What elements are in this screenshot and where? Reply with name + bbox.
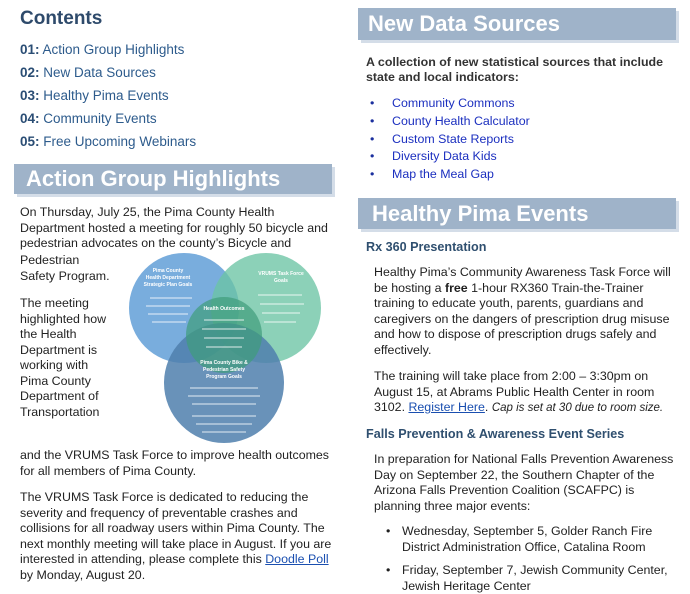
doodle-poll-link[interactable]: Doodle Poll — [265, 552, 329, 566]
list-item — [370, 131, 530, 149]
toc-item[interactable] — [20, 84, 196, 107]
list-item — [370, 95, 530, 113]
event-text: Friday, September 7, Jewish Community Center, Jewish Heritage Center — [402, 563, 668, 593]
venn-left-title-2: Health Department — [145, 275, 191, 281]
vrums-paragraph — [20, 490, 340, 583]
rx360-schedule: The training will take place from 2:00 – 3:30pm on August 15, at Abrams Public Health Center in room 3102. — [374, 369, 655, 414]
venn-left-title-1: Pima County — [152, 268, 184, 274]
action-group-narrow-text — [20, 253, 110, 432]
contents-title: Contents — [20, 8, 103, 29]
list-item — [370, 166, 530, 184]
toc-item[interactable] — [20, 130, 196, 153]
toc-label: Healthy Pima Events — [43, 88, 169, 103]
venn-bottom-title-3: Program Goals — [206, 374, 242, 380]
new-data-sources-banner: New Data Sources — [358, 8, 676, 40]
data-source-link[interactable]: Diversity Data Kids — [392, 149, 497, 164]
rx360-description — [374, 265, 674, 358]
toc-item[interactable] — [20, 61, 196, 84]
rx360-free: free — [444, 280, 468, 295]
data-source-link[interactable]: Map the Meal Gap — [392, 167, 494, 182]
new-data-intro: A collection of new statistical sources that include state and local indicators: — [366, 55, 663, 84]
vrums-deadline: by Monday, August 20. — [20, 567, 146, 582]
toc-number: 05: — [20, 134, 40, 149]
list-item — [370, 148, 530, 166]
venn-bottom-title-1: Pima County Bike & — [200, 360, 248, 366]
toc-item[interactable] — [20, 38, 196, 61]
toc-number: 04: — [20, 111, 40, 126]
bullet-icon: • — [370, 96, 375, 110]
bullet-icon: • — [370, 131, 375, 146]
narrow-paragraph-2: The meeting highlighted how the Health Department is working with Pima County Department of Transportation — [20, 296, 107, 419]
data-source-link[interactable]: Community Commons — [392, 96, 515, 110]
venn-right-title-1: VRUMS Task Force — [258, 271, 304, 277]
venn-left-title-3: Strategic Plan Goals — [143, 282, 193, 288]
falls-prevention-description: In preparation for National Falls Prevention Awareness Day on September 22, the Southern Chapter of the Arizona Falls Prevention Coalition (SCAFPC) is planning three major events: — [374, 452, 674, 513]
toc-label: Free Upcoming Webinars — [43, 134, 197, 149]
event-item — [386, 563, 678, 594]
rx360-heading: Rx 360 Presentation — [366, 240, 487, 254]
event-item — [386, 524, 678, 555]
toc-number: 02: — [20, 65, 40, 80]
action-group-continuation: and the VRUMS Task Force to improve health outcomes for all members of Pima County. — [20, 448, 329, 478]
action-group-banner: Action Group Highlights — [14, 164, 332, 194]
venn-right-title-2: Goals — [274, 278, 288, 284]
data-source-link[interactable]: County Health Calculator — [392, 113, 530, 128]
toc-number: 01: — [20, 42, 40, 57]
toc-item[interactable] — [20, 107, 196, 130]
room-cap-note: Cap is set at 30 due to room size. — [491, 402, 664, 414]
list-item — [370, 113, 530, 131]
bullet-icon: • — [386, 524, 391, 538]
venn-bottom-title-2: Pedestrian Safety — [203, 367, 245, 373]
narrow-paragraph-1: Pedestrian Safety Program. — [20, 253, 110, 283]
toc-label: Community Events — [43, 111, 157, 126]
data-source-link[interactable]: Custom State Reports — [392, 131, 514, 146]
rx360-text-b: 1-hour RX360 Train-the-Trainer training to educate youth, parents, guardians and caregivers on the dangers of prescription drug misuse and how to dispose of prescription drugs safely and effectively. — [374, 280, 670, 357]
toc-number: 03: — [20, 88, 40, 103]
bullet-icon: • — [370, 149, 375, 164]
toc-label: New Data Sources — [43, 65, 156, 80]
falls-prevention-heading: Falls Prevention & Awareness Event Series — [366, 427, 625, 441]
toc-label: Action Group Highlights — [42, 42, 185, 57]
register-link[interactable]: Register Here — [408, 400, 485, 414]
bullet-icon: • — [370, 113, 375, 128]
venn-diagram — [106, 250, 342, 450]
event-text: Wednesday, September 5, Golder Ranch Fire District Administration Office, Catalina Room — [402, 524, 653, 554]
bullet-icon: • — [386, 563, 391, 577]
vrums-text: The VRUMS Task Force is dedicated to reducing the severity and frequency of preventable crashes and collisions for all roadway users within Pima County. The next monthly meeting will take place in August. If you are interested in attending, please complete this — [20, 490, 332, 566]
venn-center-title: Health Outcomes — [203, 306, 245, 312]
rx360-details: The training will take place from 2:00 – 3:30pm on August 15, at Abrams Public Health Center in room 3102. Register Here. Cap is set at 30 due to room size. — [374, 369, 664, 414]
healthy-pima-banner: Healthy Pima Events — [358, 198, 676, 229]
data-source-list — [370, 95, 530, 184]
table-of-contents — [20, 38, 196, 153]
rx360-text-a: Healthy Pima’s Community Awareness Task Force will be hosting a — [374, 265, 671, 295]
bullet-icon: • — [370, 167, 375, 182]
action-group-intro: On Thursday, July 25, the Pima County Health Department hosted a meeting for roughly 50 bicycle and pedestrian advocates on the county’s Bicycle and — [20, 205, 328, 250]
